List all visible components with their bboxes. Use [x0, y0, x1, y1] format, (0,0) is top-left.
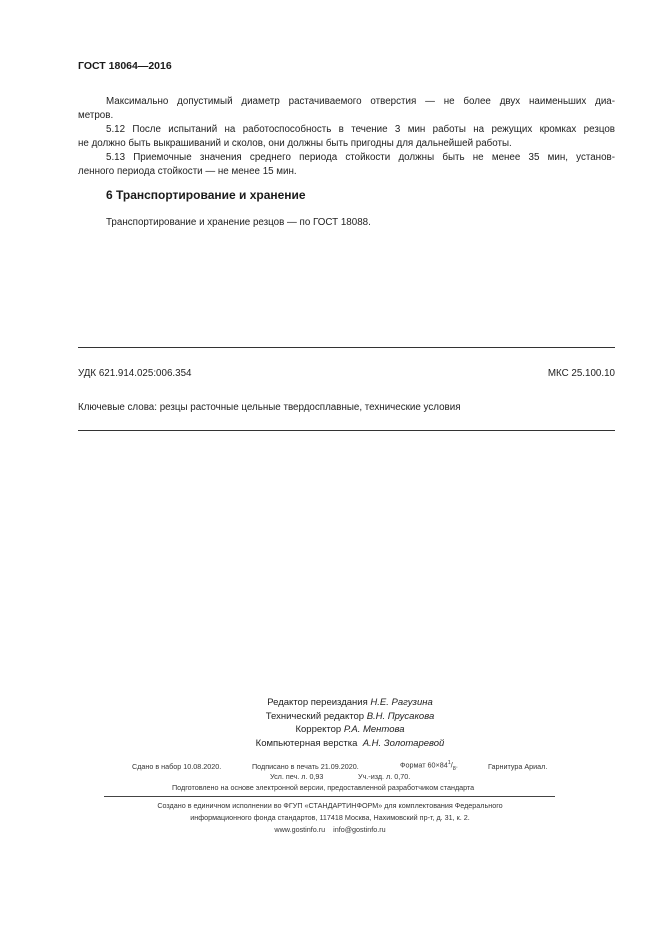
credit-role: Редактор переиздания	[267, 697, 368, 708]
paragraph-line: 5.13 Приемочные значения среднего периода стойкости должны быть не менее 35 мин, установ-	[106, 152, 615, 163]
paragraph-max-diameter	[78, 95, 615, 123]
format-text: Формат 60×84	[400, 760, 448, 770]
paragraph-line: Максимально допустимый диаметр растачиваемого отверстия — не более двух наименьших диа-	[106, 96, 615, 107]
footer-line: Создано в единичном исполнении во ФГУП «СТАНДАРТИНФОРМ» для комплектования Федерального	[157, 801, 503, 810]
keywords-line	[78, 402, 461, 413]
keywords-text: резцы расточные цельные твердосплавные, технические условия	[159, 402, 461, 413]
credit-line	[200, 710, 500, 724]
imprint-print-sheets: Усл. печ. л. 0,93	[270, 772, 324, 781]
imprint-prepared: Подготовлено на основе электронной версии, предоставленной разработчиком стандарта	[172, 783, 475, 792]
credits-block	[200, 696, 500, 750]
mks-code: МКС 25.100.10	[547, 368, 615, 379]
format-sup: 1	[447, 760, 451, 766]
credit-name: Н.Е. Рагузина	[370, 697, 433, 708]
website-link[interactable]: www.gostinfo.ru	[274, 825, 326, 834]
imprint-format: Формат $60\times 84^1/_8$.	[400, 760, 458, 772]
footer-contacts	[90, 824, 570, 836]
credit-role: Компьютерная верстка	[255, 737, 358, 749]
paragraph-line: ленного периода стойкости — не менее 15 мин.	[78, 166, 297, 177]
footer-line: информационного фонда стандартов, 117418 Москва, Нахимовский пр-т, д. 31, к. 2.	[190, 813, 470, 822]
credit-name: А.Н. Золотаревой	[362, 737, 445, 749]
section-title: 6 Транспортирование и хранение	[106, 188, 306, 202]
paragraph-line: метров.	[78, 110, 114, 121]
paragraph-5-13	[78, 151, 615, 179]
udk-code: УДК 621.914.025:006.354	[78, 368, 192, 379]
imprint-signed: Подписано в печать 21.09.2020.	[252, 762, 359, 771]
credit-line	[200, 723, 500, 737]
paragraph-line: Транспортирование и хранение резцов — по ГОСТ 18088.	[106, 217, 371, 228]
paragraph-line: 5.12 После испытаний на работоспособность в течение 3 мин работы на режущих кромках резцов	[106, 124, 615, 135]
credit-role: Корректор	[295, 724, 342, 735]
format-sub: 8	[452, 765, 456, 772]
credit-name: Р.А. Ментова	[343, 724, 405, 735]
imprint-submitted: Сдано в набор 10.08.2020.	[132, 762, 222, 771]
keywords-label: Ключевые слова:	[78, 402, 157, 413]
imprint-typeface: Гарнитура Ариал.	[488, 762, 548, 771]
footer-block	[90, 800, 570, 836]
document-header: ГОСТ 18064—2016	[78, 60, 172, 72]
paragraph-line: не должно быть выкрашиваний и сколов, они должны быть пригодны для дальнейшей работы.	[78, 138, 512, 149]
divider-top	[78, 347, 615, 348]
section-body	[78, 216, 615, 230]
imprint-publisher-sheets: Уч.-изд. л. 0,70.	[358, 772, 411, 781]
divider-bottom	[78, 430, 615, 431]
email-link[interactable]: info@gostinfo.ru	[333, 825, 386, 834]
credit-line	[200, 696, 500, 710]
credit-name: В.Н. Прусакова	[366, 710, 435, 722]
credit-role: Технический редактор	[265, 710, 365, 722]
footer-divider	[104, 796, 555, 797]
credit-line	[200, 737, 500, 751]
paragraph-5-12	[78, 123, 615, 151]
